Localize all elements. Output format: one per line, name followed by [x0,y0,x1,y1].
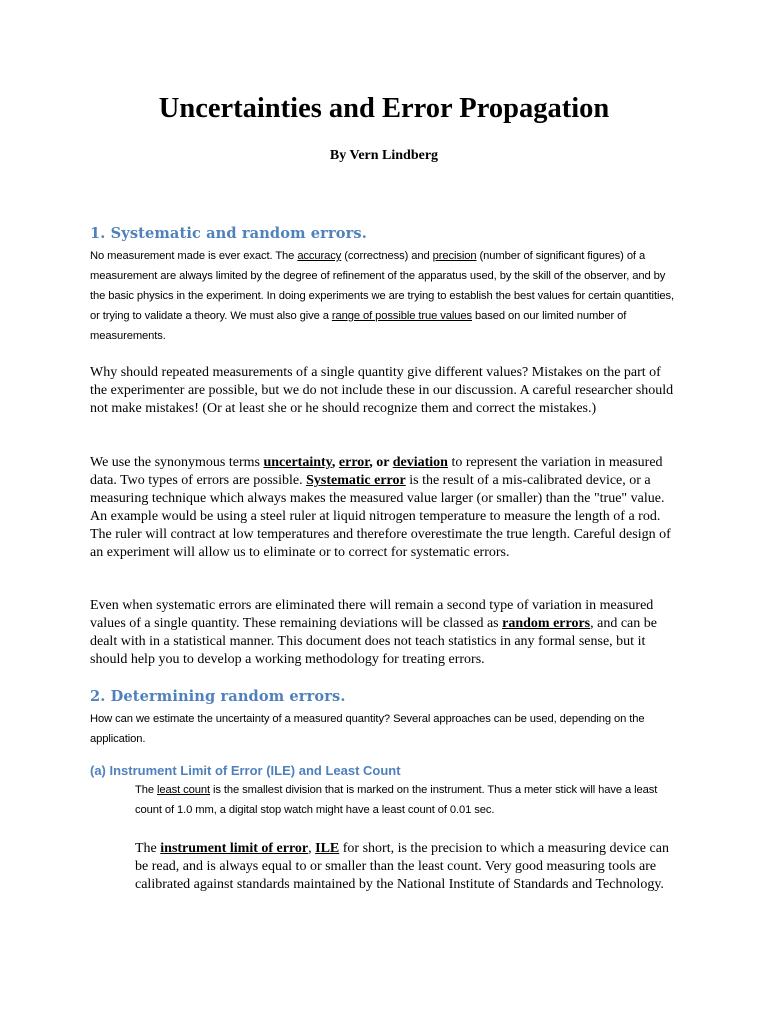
term-least-count: least count [157,784,211,796]
term-ile: ILE [315,841,340,856]
term-systematic-error: Systematic error [306,473,406,488]
term-instrument-limit-of-error: instrument limit of error [160,841,309,856]
subsection-a-paragraph-2: The instrument limit of error, ILE for short, is the precision to which a measuring device can be read, and is always equal to or smaller than the least count. Very good measuring tools are calibrated against standards maintained by the National Institute of Standards and Technology. [135,841,669,892]
document-title: Uncertainties and Error Propagation [158,93,610,124]
section-1-paragraph-2: Why should repeated measurements of a single quantity give different values? Mistakes on the part of the experimenter are possible, but we do not include these in our discussion. A careful researcher should not make mistakes! (Or at least she or he should recognize them and correct the mistakes.) [90,365,674,416]
term-uncertainty: uncertainty [263,455,332,470]
subsection-a-heading: (a) Instrument Limit of Error (ILE) and Least Count [90,763,401,778]
section-2-intro: How can we estimate the uncertainty of a measured quantity? Several approaches can be used, depending on the application. [90,713,645,745]
section-1-heading: 1. Systematic and random errors. [90,225,367,242]
section-1-paragraph-4: Even when systematic errors are eliminated there will remain a second type of variation in measured values of a single quantity. These remaining deviations will be classed as random errors, and can be dealt with in a statistical manner. This document does not teach statistics in any formal sense, but it should help you to develop a working methodology for treating errors. [90,598,657,667]
section-1-paragraph-1: No measurement made is ever exact. The accuracy (correctness) and precision (number of significant figures) of a measurement are always limited by the degree of refinement of the apparatus used, by the skill of the observer, and by the basic physics in the experiment. In doing experiments we are trying to establish the best values for certain quantities, or trying to validate a theory. We must also give a range of possible true values based on our limited number of measurements. [90,250,674,342]
section-1-paragraph-3: We use the synonymous terms uncertainty, error, or deviation to represent the variation in measured data. Two types of errors are possible. Systematic error is the result of a mis-calibrated device, or a measuring technique which always makes the measured value larger (or smaller) than the "true" value. An example would be using a steel ruler at liquid nitrogen temperature to measure the length of a rod. The ruler will contract at low temperatures and therefore overestimate the true length. Careful design of an experiment will allow us to eliminate or to correct for systematic errors. [90,455,671,560]
term-precision: precision [432,250,477,262]
subsection-a-paragraph-1: The least count is the smallest division that is marked on the instrument. Thus a meter stick will have a least count of 1.0 mm, a digital stop watch might have a least count of 0.01 sec. [135,784,658,816]
term-error: error [338,455,370,470]
term-random-errors: random errors [502,616,591,631]
document-author: By Vern Lindberg [329,148,439,163]
term-range: range of possible true values [331,310,473,322]
section-2-heading: 2. Determining random errors. [90,688,346,705]
term-deviation: deviation [392,455,448,470]
term-accuracy: accuracy [297,250,342,262]
